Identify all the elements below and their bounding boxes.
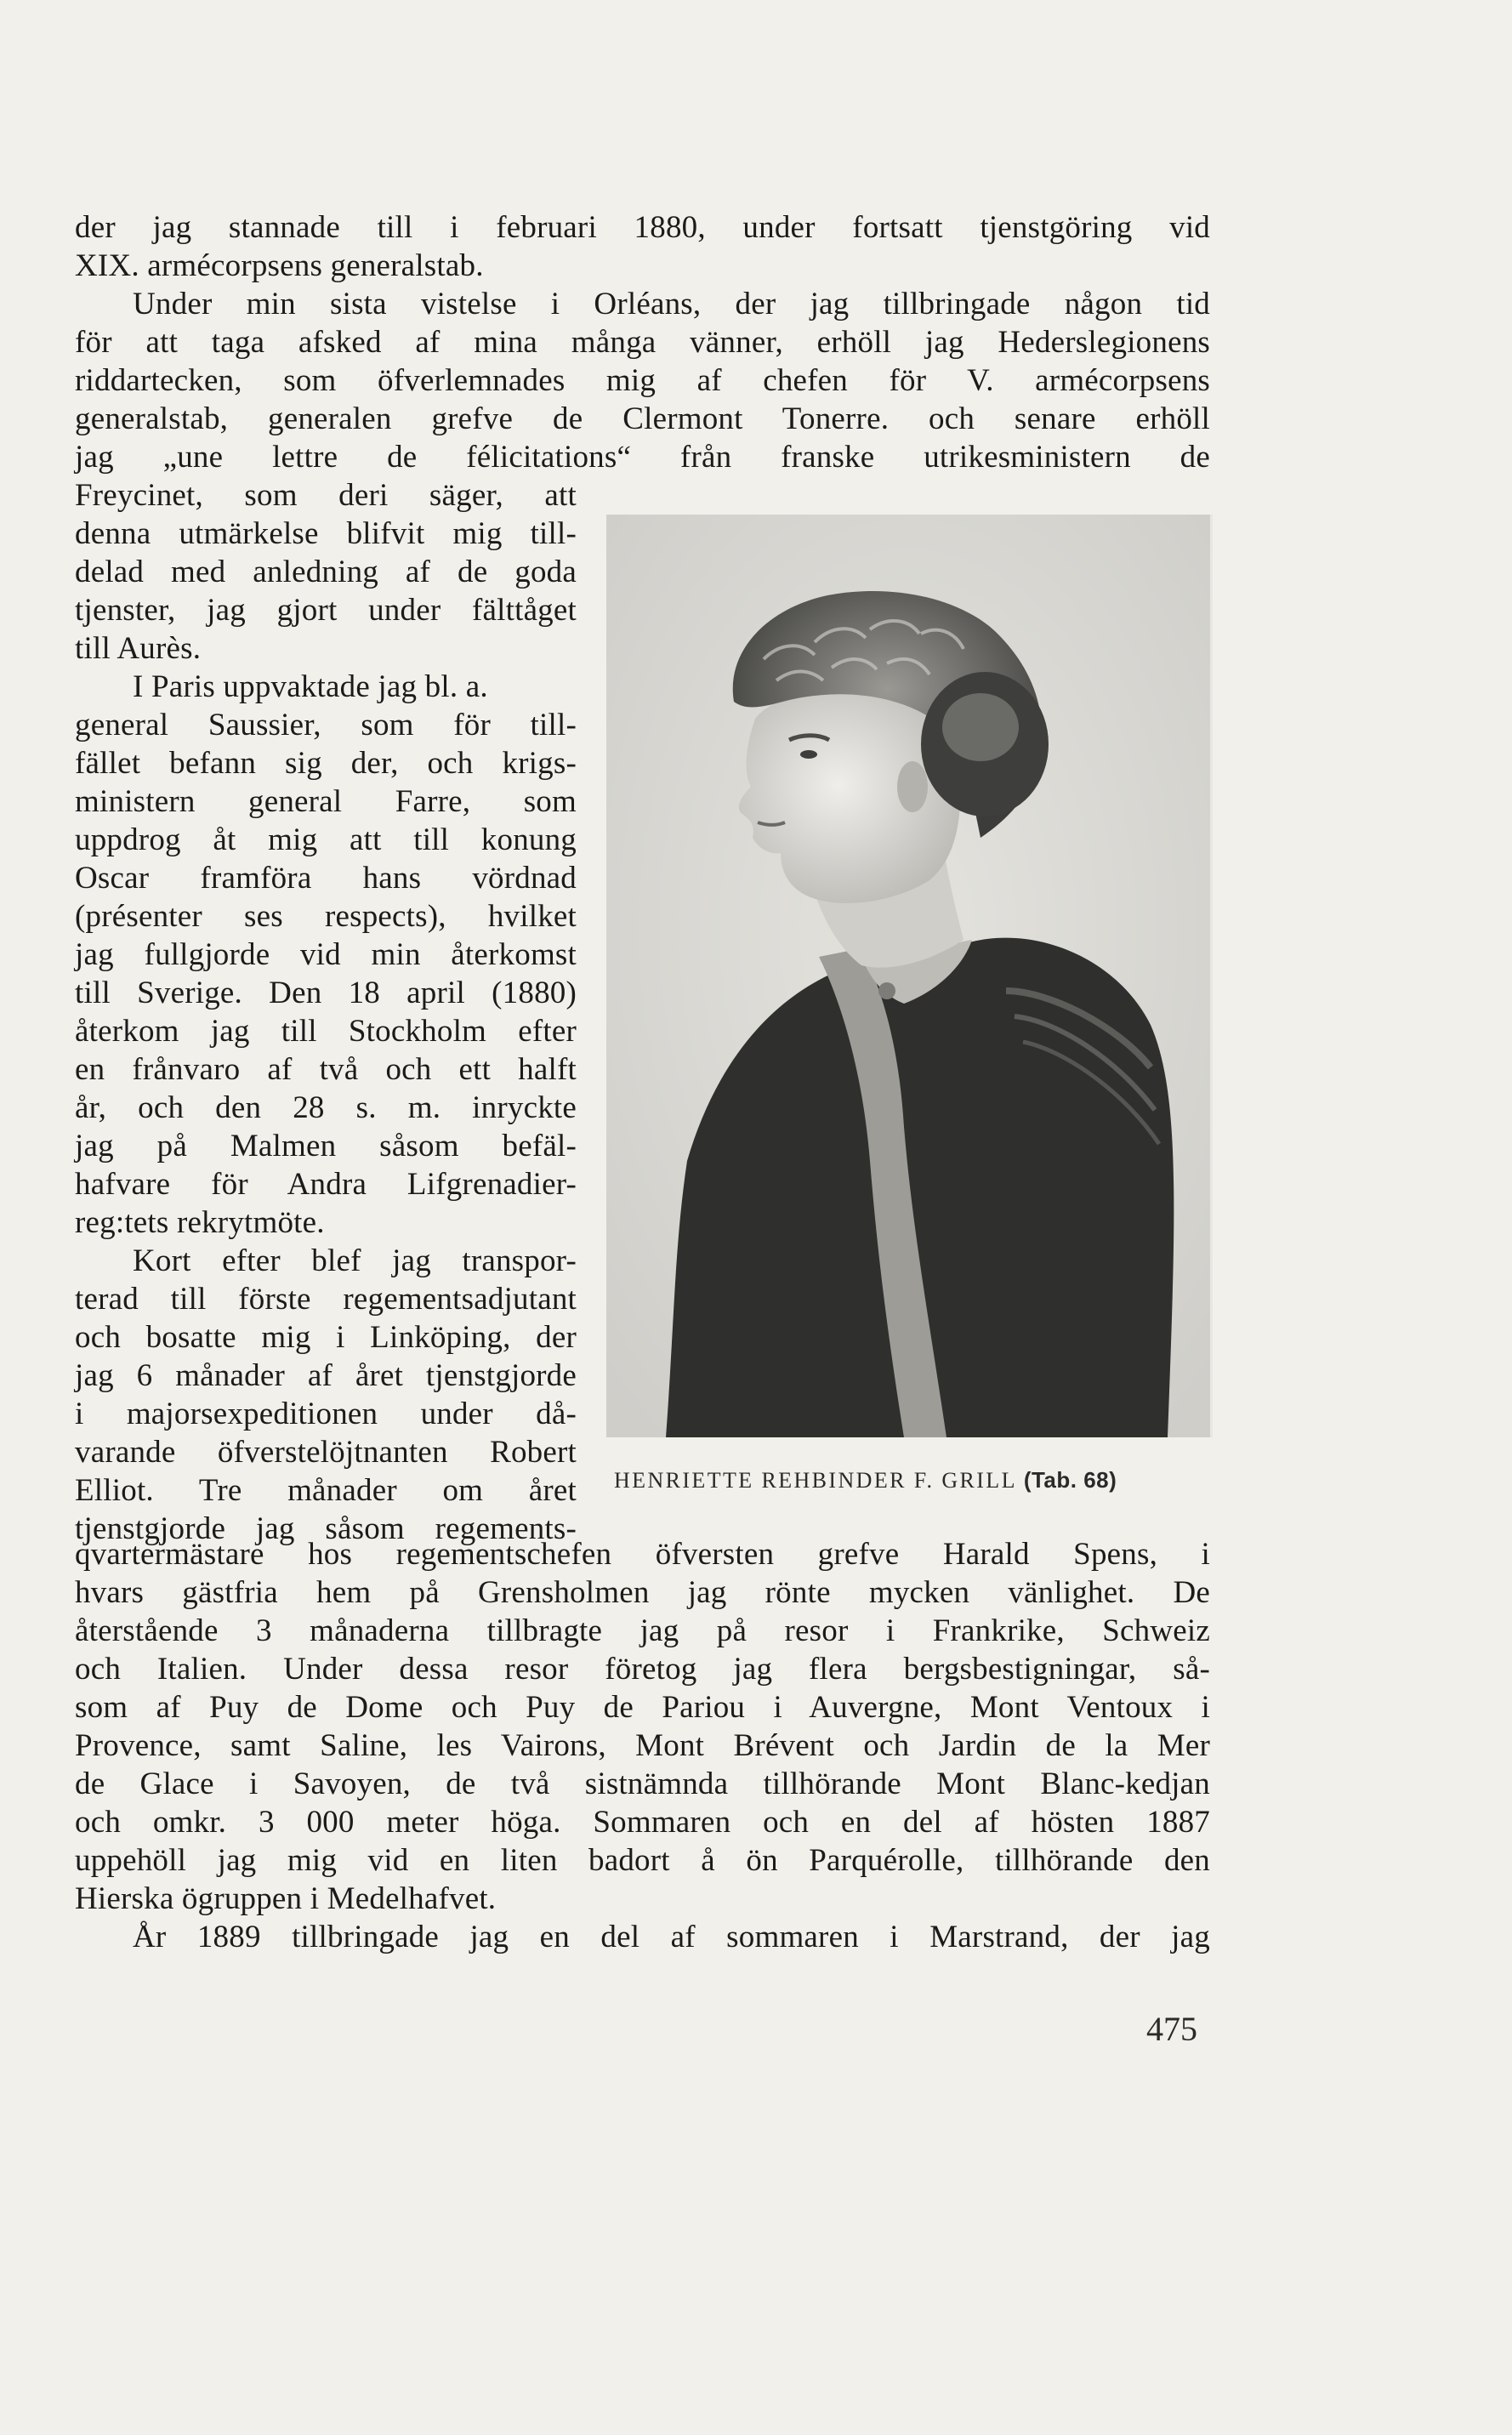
text-line: I Paris uppvaktade jag bl. a. — [133, 669, 488, 704]
text-line: tjenstgjorde jag såsom regements- — [75, 1511, 577, 1546]
caption-tab-reference: (Tab. 68) — [1023, 1467, 1117, 1493]
text-line: reg:tets rekrytmöte. — [75, 1205, 325, 1240]
text-line: Oscar framföra hans vördnad — [75, 861, 577, 896]
text-line: jag på Malmen såsom befäl- — [75, 1129, 577, 1163]
text-line: och bosatte mig i Linköping, der — [75, 1320, 577, 1355]
page-number: 475 — [1146, 2010, 1197, 2048]
text-line: (présenter ses respects), hvilket — [75, 899, 577, 934]
text-line: generalstab, generalen grefve de Clermont Tonerre. och senare erhöll — [75, 401, 1210, 436]
text-line: varande öfverstelöjtnanten Robert — [75, 1435, 577, 1470]
text-line: general Saussier, som för till- — [75, 708, 577, 742]
text-line: XIX. armécorpsens generalstab. — [75, 248, 484, 283]
text-line: i majorsexpeditionen under då- — [75, 1397, 577, 1431]
text-line: återkom jag till Stockholm efter — [75, 1014, 577, 1049]
text-line: Provence, samt Saline, les Vairons, Mont Brévent och Jardin de la Mer — [75, 1728, 1210, 1763]
text-line: ministern general Farre, som — [75, 784, 577, 819]
text-line: år, och den 28 s. m. inryckte — [75, 1090, 577, 1125]
text-line: återstående 3 månaderna tillbragte jag på resor i Frankrike, Schweiz — [75, 1613, 1210, 1648]
portrait-photo — [606, 515, 1213, 1437]
text-line: riddartecken, som öfverlemnades mig af chefen för V. armécorpsens — [75, 363, 1210, 398]
text-line: denna utmärkelse blifvit mig till- — [75, 516, 577, 551]
text-line: Hierska ögruppen i Medelhafvet. — [75, 1881, 497, 1916]
text-line: jag „une lettre de félicitations“ från franske utrikesministern de — [75, 440, 1210, 475]
text-line: uppdrog åt mig att till konung — [75, 822, 577, 857]
text-line: och omkr. 3 000 meter höga. Sommaren och en del af hösten 1887 — [75, 1805, 1210, 1840]
text-line: der jag stannade till i februari 1880, under fortsatt tjenstgöring vid — [75, 210, 1210, 245]
text-line: uppehöll jag mig vid en liten badort å ön Parquérolle, tillhörande den — [75, 1843, 1210, 1878]
text-line: jag 6 månader af året tjenstgjorde — [75, 1358, 577, 1393]
text-line: hafvare för Andra Lifgrenadier- — [75, 1167, 577, 1202]
text-line: för att taga afsked af mina många vänner, erhöll jag Hederslegionens — [75, 325, 1210, 360]
text-line: en frånvaro af två och ett halft — [75, 1052, 577, 1087]
text-line: Freycinet, som deri säger, att — [75, 478, 577, 513]
text-line: till Sverige. Den 18 april (1880) — [75, 976, 577, 1010]
text-line: som af Puy de Dome och Puy de Pariou i Auvergne, Mont Ventoux i — [75, 1690, 1210, 1725]
text-line: Kort efter blef jag transpor- — [133, 1243, 577, 1278]
text-line: delad med anledning af de goda — [75, 555, 577, 589]
figure-caption — [614, 1467, 1117, 1493]
text-line: jag fullgjorde vid min återkomst — [75, 937, 577, 972]
text-line: tjenster, jag gjort under fälttåget — [75, 593, 577, 628]
text-line: qvartermästare hos regementschefen öfversten grefve Harald Spens, i — [75, 1537, 1210, 1572]
text-line: hvars gästfria hem på Grensholmen jag rönte mycken vänlighet. De — [75, 1575, 1210, 1610]
text-line: Elliot. Tre månader om året — [75, 1473, 577, 1508]
text-line: terad till förste regementsadjutant — [75, 1282, 577, 1317]
portrait-image — [606, 515, 1210, 1437]
text-line: Under min sista vistelse i Orléans, der jag tillbringade någon tid — [133, 287, 1210, 321]
text-line: År 1889 tillbringade jag en del af sommaren i Marstrand, der jag — [133, 1920, 1210, 1954]
text-line: till Aurès. — [75, 631, 202, 666]
caption-text: HENRIETTE REHBINDER F. GRILL — [614, 1468, 1016, 1493]
text-line: de Glace i Savoyen, de två sistnämnda tillhörande Mont Blanc-kedjan — [75, 1767, 1210, 1801]
text-line: fället befann sig der, och krigs- — [75, 746, 577, 781]
text-line: och Italien. Under dessa resor företog jag flera bergsbestigningar, så- — [75, 1652, 1210, 1687]
